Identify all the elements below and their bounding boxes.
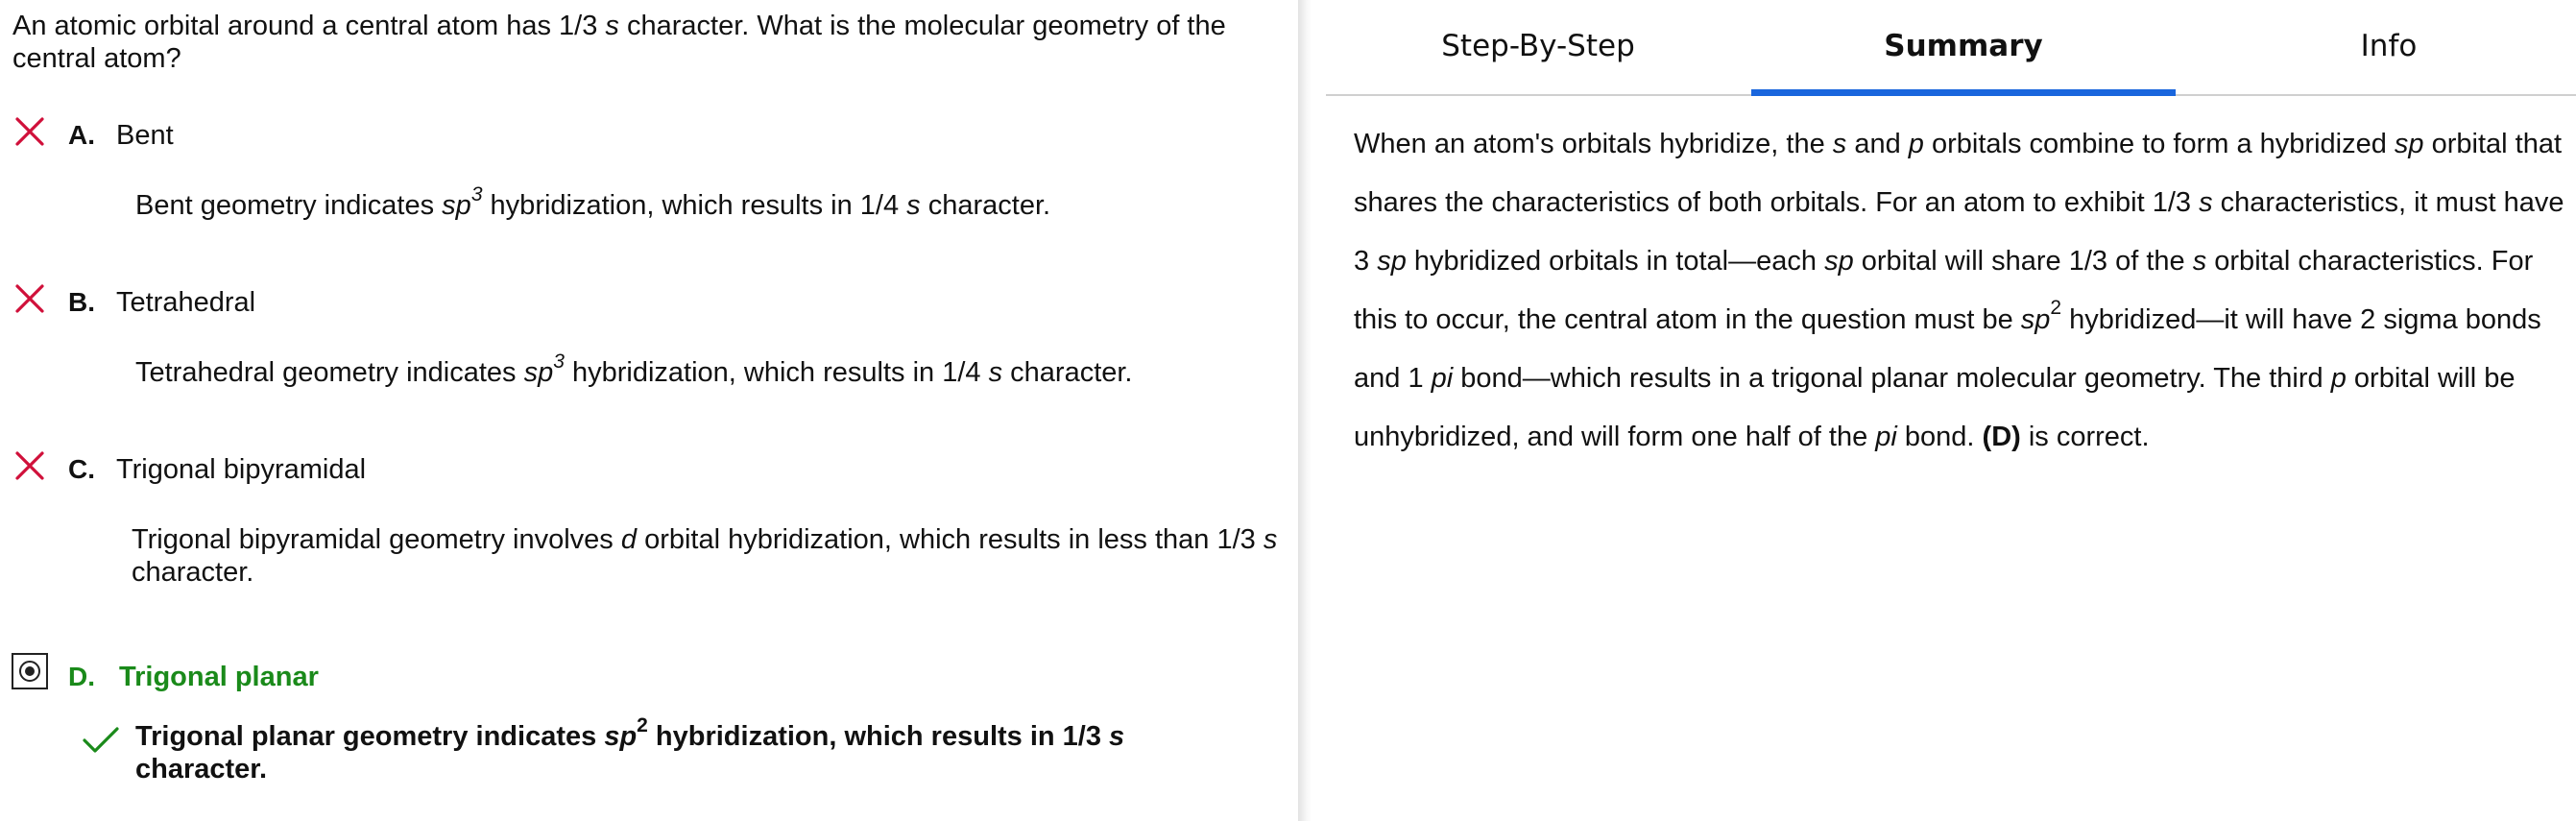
option-b-explanation: Tetrahedral geometry indicates $sp^3$ hybridization, which results in 1/4 s character. (135, 350, 1133, 388)
option-c-explanation: Trigonal bipyramidal geometry involves d orbital hybridization, which results in less than 1/3 s character. (132, 524, 1278, 588)
option-d[interactable] (0, 657, 1287, 699)
option-a-explanation: Bent geometry indicates $sp^3$ hybridization, which results in 1/4 s character. (135, 183, 1051, 221)
option-label: Trigonal planar (119, 662, 319, 692)
option-letter: B. (68, 287, 95, 317)
option-label: Bent (116, 120, 174, 151)
checkmark-icon (83, 727, 119, 759)
option-letter: D. (68, 662, 95, 691)
option-letter: A. (68, 120, 95, 150)
option-letter: C. (68, 454, 95, 484)
incorrect-x-icon (13, 282, 46, 315)
summary-text: When an atom's orbitals hybridize, the s and p orbitals combine to form a hybridized sp orbital that shares the characteristics of both orbitals. For an atom to exhibit 1/3 s characteristics, it must have 3 sp hybridized orbitals in total—each sp orbital will share 1/3 of the s orbital characteristics. For this to occur, the central atom in the question must be $sp^2$ hybridized—it will have 2 sigma bonds and 1 pi bond—which results in a trigonal planar molecular geometry. The third p orbital will be unhybridized, and will form one half of the pi bond. (D) is correct. (1354, 129, 2564, 452)
tab-step-by-step[interactable]: Step-By-Step (1441, 29, 1635, 63)
option-label: Trigonal bipyramidal (116, 454, 367, 485)
option-d-explanation: Trigonal planar geometry indicates $sp^2$ hybridization, which results in 1/3 s character. (135, 714, 1125, 785)
active-tab-indicator (1751, 89, 2176, 96)
option-b[interactable] (0, 282, 1287, 325)
incorrect-x-icon (13, 449, 46, 482)
question-text: An atomic orbital around a central atom has 1/3 s character. What is the molecular geometry of the central atom? (12, 11, 1226, 74)
tab-info[interactable]: Info (2360, 29, 2418, 63)
tab-summary[interactable]: Summary (1884, 29, 2043, 63)
option-label: Tetrahedral (116, 287, 256, 318)
tab-bar (1326, 0, 2576, 96)
explanation-panel (1326, 0, 2576, 821)
incorrect-x-icon (13, 115, 46, 148)
option-c[interactable] (0, 449, 1287, 492)
panel-divider[interactable] (1298, 0, 1312, 821)
option-a[interactable] (0, 115, 1287, 157)
